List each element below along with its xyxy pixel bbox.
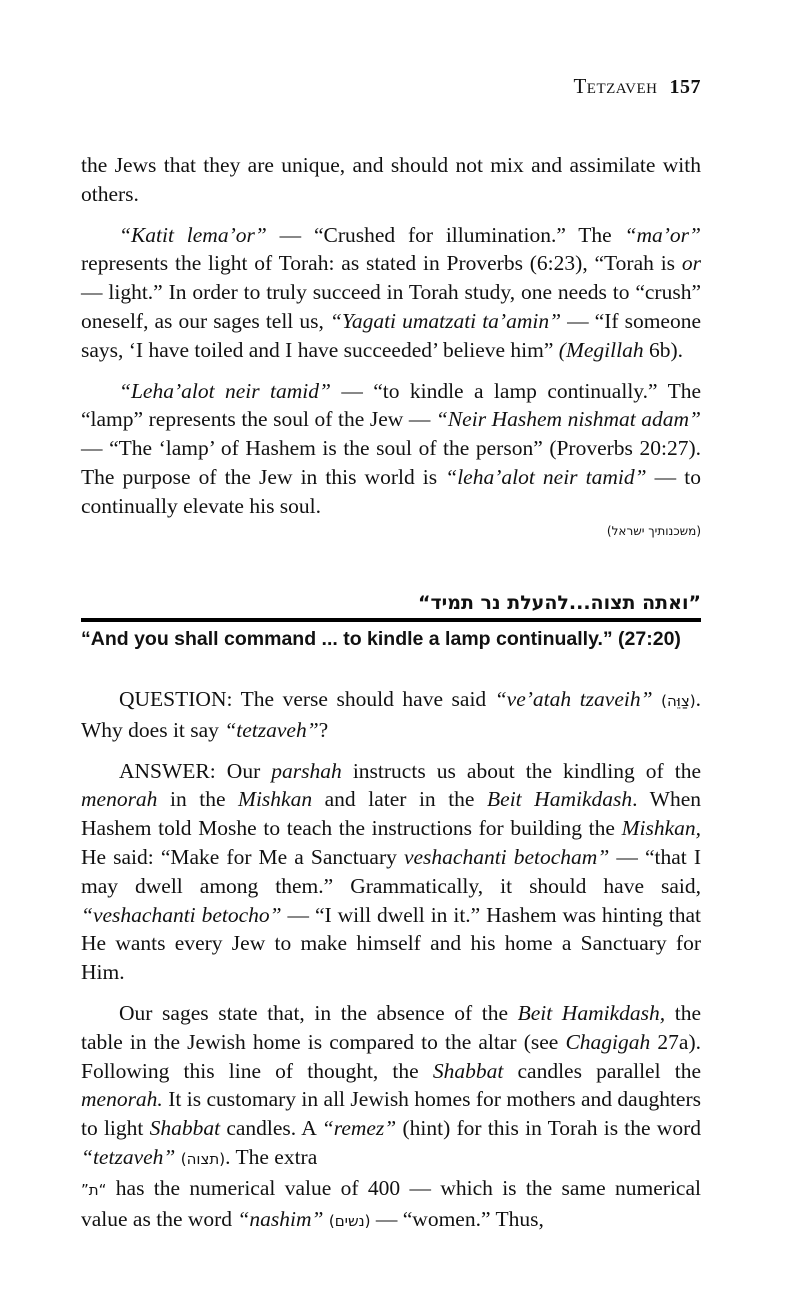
text-run: . When Hashem told Moshe to teach the instructions for building the	[81, 787, 701, 841]
text-run: — “women.” Thus,	[370, 1206, 544, 1231]
text-run: Shabbat	[432, 1058, 504, 1083]
text-run: “Yagati umatzati ta’amin”	[329, 308, 562, 333]
paragraph-katit	[81, 221, 701, 365]
text-run: “tetzaveh”	[224, 717, 319, 742]
text-run: the Jews that they are unique, and should not mix and assimilate with others.	[81, 153, 701, 206]
text-run: menorah	[81, 787, 158, 812]
text-run: — to continually elevate his soul.	[81, 464, 701, 518]
text-run: “ma’or”	[624, 222, 701, 247]
text-run: the table in the Jewish home is compared to the altar (see	[81, 1000, 701, 1054]
text-run: Mishkan,	[621, 816, 701, 841]
text-run: Beit Hamikdash,	[517, 1000, 666, 1025]
paragraph-lehaalot	[81, 377, 701, 521]
section-body	[81, 685, 701, 1247]
text-run: “Neir Hashem nishmat adam”	[435, 407, 702, 432]
text-run: “leha’alot neir tamid”	[445, 464, 647, 489]
text-run: candles. A	[220, 1116, 322, 1141]
text-run: “tetzaveh”	[81, 1144, 176, 1169]
hebrew-word: (נשים)	[328, 1211, 371, 1230]
text-run: parshah	[271, 758, 342, 783]
text-run: He said: “Make for Me a Sanctuary	[81, 844, 404, 869]
text-run: 27a). Following this line of thought, the	[81, 1029, 701, 1083]
text-run: — “to kindle a lamp continually.” The “lamp” represents the soul of the Jew —	[81, 378, 701, 432]
text-run: menorah.	[81, 1087, 163, 1112]
paragraph-sages	[81, 999, 701, 1235]
paragraph-question	[81, 685, 701, 745]
text-run: 6b).	[643, 337, 683, 362]
text-run: Our sages state that, in the absence of the	[119, 1000, 518, 1025]
hebrew-verse-heading: ”ואתה תצוה...להעלת נר תמיד“	[417, 592, 701, 614]
text-run: Beit Hamikdash	[487, 787, 633, 812]
text-run: It is customary in all Jewish homes for mothers and daughters to light	[81, 1087, 701, 1141]
text-run: “veshachanti betocho”	[81, 902, 282, 927]
text-run: “nashim”	[237, 1206, 324, 1231]
text-run: — “The ‘lamp’ of Hashem is the soul of the person” (Proverbs 20:27). The purpose of the Jew in this world is	[81, 436, 701, 489]
text-run: . The extra	[225, 1144, 318, 1169]
page-number: 157	[669, 76, 701, 98]
text-run: in the	[157, 787, 239, 812]
text-run: ?	[318, 717, 329, 742]
paragraph-continued	[81, 151, 701, 209]
text-run: — light.” In order to truly succeed in Torah study, one needs to “crush” oneself, as our sages tell us,	[81, 280, 701, 333]
text-run: “Leha’alot neir tamid”	[119, 378, 331, 403]
text-run: — “that I may dwell among them.” Grammatically, it should have said,	[81, 844, 701, 898]
text-run: veshachanti betocham”	[403, 844, 610, 869]
text-run: Chagigah	[565, 1029, 651, 1054]
text-run: (Megillah	[558, 337, 644, 362]
hebrew-word: (צַוֵּה)	[661, 692, 696, 710]
text-run: Mishkan	[238, 787, 313, 812]
text-run: (hint) for this in Torah is the word	[396, 1116, 701, 1141]
running-head	[573, 74, 701, 99]
text-run: “ve’atah tzaveih”	[494, 687, 653, 711]
text-run: ANSWER: Our	[119, 758, 272, 783]
text-run: “Katit lema’or”	[119, 222, 267, 247]
text-run: . Why does it say	[81, 687, 702, 742]
text-run: “remez”	[321, 1116, 397, 1141]
text-run: Shabbat	[149, 1116, 221, 1141]
text-run: or	[681, 251, 701, 276]
source-citation: (משכנותיך ישראל)	[606, 523, 701, 538]
paragraph-answer	[81, 757, 701, 987]
text-run: instructs us about the kindling of the	[341, 758, 701, 783]
hebrew-letter: ”ת“	[81, 1180, 107, 1199]
running-title: Tetzaveh	[573, 74, 658, 98]
hebrew-word: (תצוה)	[180, 1149, 226, 1168]
text-run: candles parallel the	[503, 1058, 701, 1083]
text-run: and later in the	[312, 787, 488, 812]
section-continuation	[81, 151, 701, 539]
text-run: — “I will dwell in it.” Hashem was hinting that He wants every Jew to make himself and his home a Sanctuary for Him.	[81, 902, 701, 985]
text-run: — “Crushed for illumination.” The	[266, 222, 625, 247]
heading-rule	[81, 618, 701, 622]
text-run: represents the light of Torah: as stated in Proverbs (6:23), “Torah is	[81, 251, 682, 276]
text-run: QUESTION: The verse should have said	[119, 687, 495, 711]
text-run: — “If someone says, ‘I have toiled and I have succeeded’ believe him”	[81, 308, 701, 362]
english-verse-heading: “And you shall command ... to kindle a lamp continually.” (27:20)	[81, 628, 681, 650]
section-heading	[81, 590, 701, 652]
text-run: has the numerical value of 400 — which is the same numerical value as the word	[81, 1175, 701, 1231]
